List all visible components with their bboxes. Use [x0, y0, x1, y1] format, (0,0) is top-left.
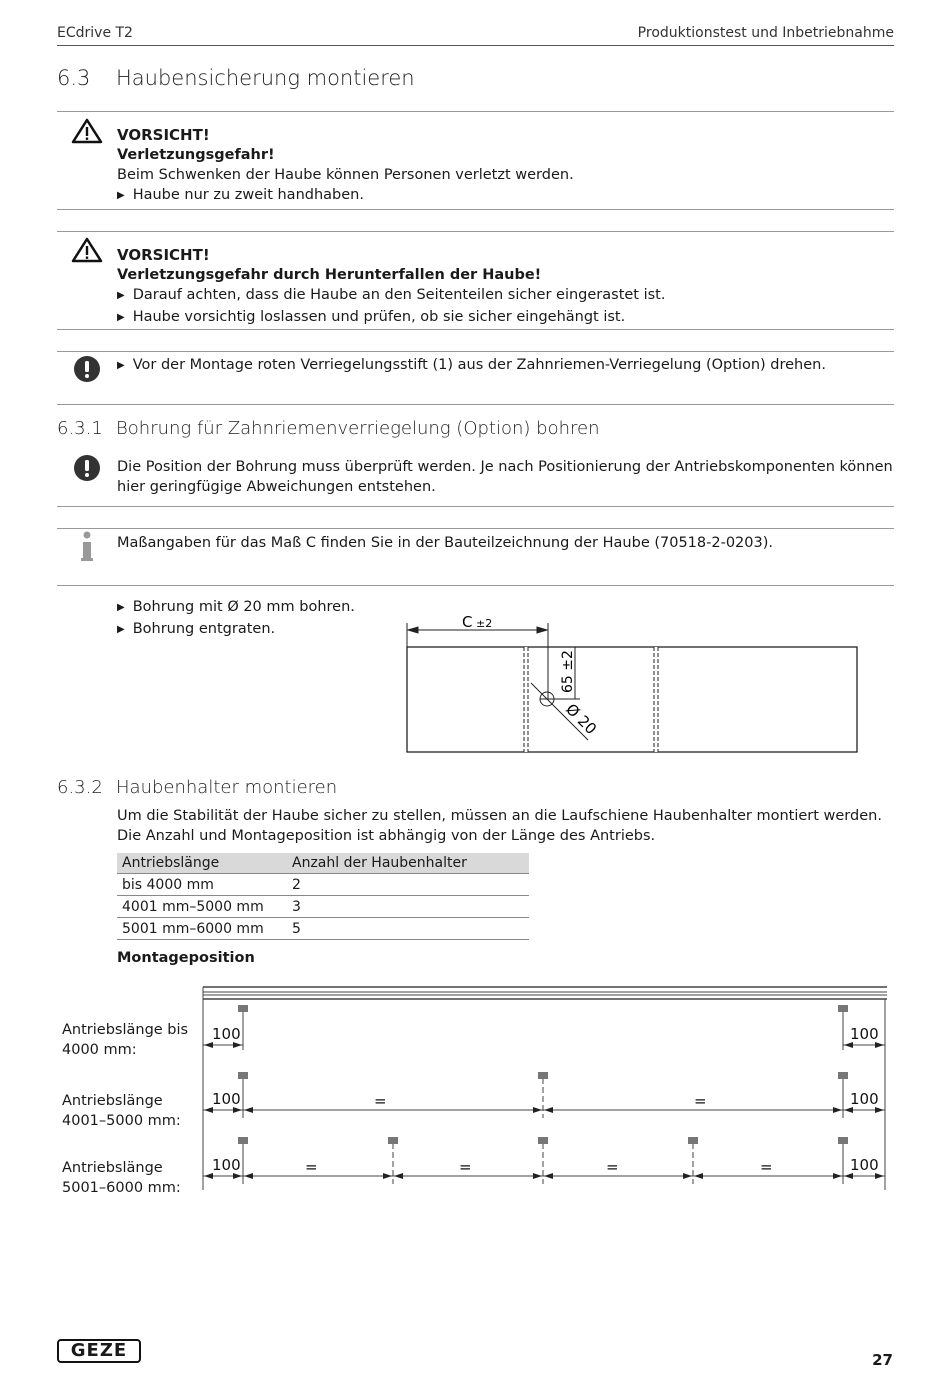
dim-c-label: C	[462, 613, 473, 631]
step: ▶ Bohrung mit Ø 20 mm bohren.	[117, 597, 355, 619]
col-header: Anzahl der Haubenhalter	[287, 853, 529, 874]
cell: 5	[287, 918, 529, 940]
subsection-number: 6.3.2	[57, 777, 103, 798]
notice-exclamation-icon	[73, 355, 101, 383]
dim-equal: =	[606, 1158, 619, 1176]
dim-equal: =	[694, 1092, 707, 1110]
dim-65-label: 65 ±2	[560, 650, 576, 693]
dim-edge: 100	[850, 1156, 879, 1174]
hazard: Verletzungsgefahr!	[117, 147, 275, 163]
mounting-position-diagram	[195, 980, 895, 1195]
intro-line: Die Anzahl und Montageposition ist abhängig von der Länge des Antriebs.	[117, 828, 656, 844]
dim-equal: =	[459, 1158, 472, 1176]
col-header: Antriebslänge	[117, 853, 287, 874]
row-label: Antriebslänge bis 4000 mm:	[62, 1022, 189, 1058]
warning-triangle-icon	[71, 237, 103, 263]
dim-edge: 100	[212, 1156, 241, 1174]
cell: 2	[287, 874, 529, 896]
warning-1	[117, 125, 574, 207]
dim-equal: =	[305, 1158, 318, 1176]
dim-edge: 100	[212, 1090, 241, 1108]
section-number: 6.3	[57, 66, 91, 90]
cell: bis 4000 mm	[117, 874, 287, 896]
subsection-title: Bohrung für Zahnriemenverriegelung (Option) bohren	[116, 418, 600, 439]
cell: 4001 mm–5000 mm	[117, 896, 287, 918]
geze-logo: GEZE	[57, 1339, 141, 1363]
cell: 3	[287, 896, 529, 918]
action: ▶ Haube nur zu zweit handhaben.	[117, 185, 574, 207]
dim-diameter-label: Ø 20	[562, 700, 601, 739]
table-row	[117, 896, 529, 918]
dim-equal: =	[760, 1158, 773, 1176]
info-icon	[80, 531, 94, 563]
action: ▶ Darauf achten, dass die Haube an den Seitenteilen sicher eingerastet ist.	[117, 285, 665, 307]
section-title: Haubensicherung montieren	[116, 66, 415, 90]
dim-edge: 100	[850, 1090, 879, 1108]
intro	[117, 806, 882, 846]
header-doc-title: ECdrive T2	[57, 25, 133, 41]
hazard: Verletzungsgefahr durch Herunterfallen der Haube!	[117, 267, 542, 283]
signal-word: VORSICHT!	[117, 246, 210, 264]
subsection-number: 6.3.1	[57, 418, 103, 439]
dim-edge: 100	[212, 1025, 241, 1043]
dim-c-tolerance: ±2	[476, 617, 493, 630]
warning-triangle-icon	[71, 118, 103, 144]
drill-position-drawing	[400, 605, 870, 760]
intro-line: Um die Stabilität der Haube sicher zu stellen, müssen an die Laufschiene Haubenhalter montiert werden.	[117, 808, 882, 824]
notice-exclamation-icon	[73, 454, 101, 482]
holder-count-table	[117, 853, 529, 940]
dim-edge: 100	[850, 1025, 879, 1043]
notice-text: Die Position der Bohrung muss überprüft werden. Je nach Positionierung der Antriebskomponenten können hier geringfügige Abweichungen entstehen.	[117, 459, 893, 495]
hazard-text: Beim Schwenken der Haube können Personen verletzt werden.	[117, 167, 574, 183]
cell: 5001 mm–6000 mm	[117, 918, 287, 940]
page-number: 27	[872, 1351, 893, 1369]
header-chapter: Produktionstest und Inbetriebnahme	[637, 25, 894, 41]
table-row	[117, 874, 529, 896]
action: ▶ Haube vorsichtig loslassen und prüfen, ob sie sicher eingehängt ist.	[117, 307, 665, 329]
montage-title: Montageposition	[117, 950, 255, 966]
notice-action: ▶ Vor der Montage roten Verriegelungsstift (1) aus der Zahnriemen-Verriegelung (Option) drehen.	[117, 355, 826, 377]
subsection-title: Haubenhalter montieren	[116, 777, 338, 798]
signal-word: VORSICHT!	[117, 126, 210, 144]
table-row	[117, 918, 529, 940]
row-label: Antriebslänge 5001–6000 mm:	[62, 1160, 181, 1196]
warning-2	[117, 245, 665, 329]
drill-steps	[117, 597, 355, 641]
dim-equal: =	[374, 1092, 387, 1110]
info-text: Maßangaben für das Maß C finden Sie in der Bauteilzeichnung der Haube (70518-2-0203).	[117, 535, 773, 551]
step: ▶ Bohrung entgraten.	[117, 619, 355, 641]
row-label: Antriebslänge 4001–5000 mm:	[62, 1093, 181, 1129]
